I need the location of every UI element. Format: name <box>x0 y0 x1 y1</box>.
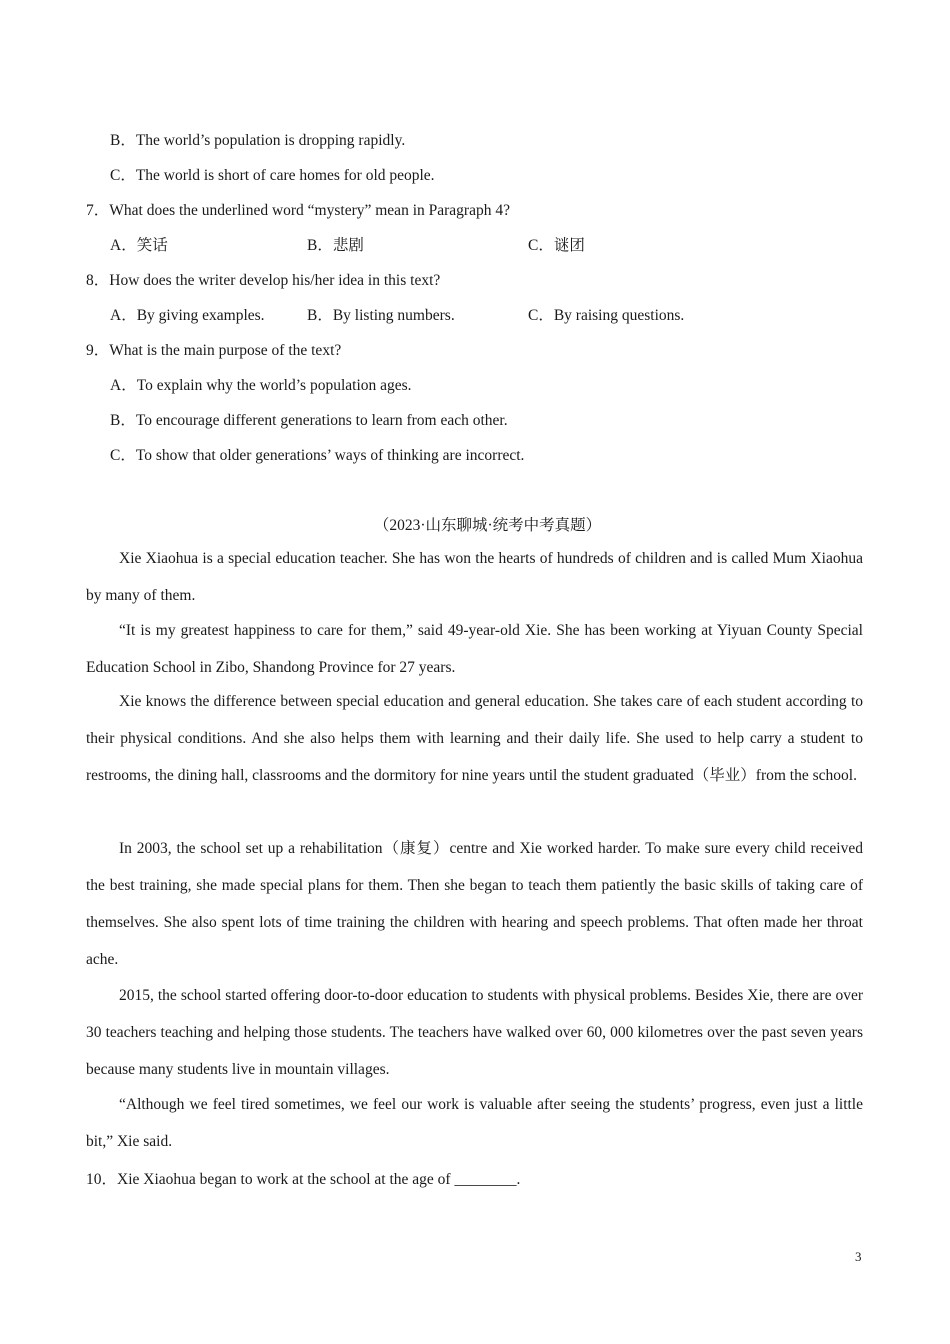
source-citation: （2023·山东聊城·统考中考真题） <box>373 517 602 534</box>
question-7-stem: 7．What does the underlined word “mystery” mean in Paragraph 4? <box>86 202 510 219</box>
question-7-option-c: C．谜团 <box>528 237 585 254</box>
question-8-stem: 8．How does the writer develop his/her idea in this text? <box>86 272 441 289</box>
question-7-option-b: B．悲剧 <box>307 237 364 254</box>
passage-paragraph: In 2003, the school set up a rehabilitation（康复）centre and Xie worked harder. To make sure every child received the best training, she made special plans for them. Then she began to teach them patiently the basic skills of taking care of themselves. She also spent lots of time training the children with hearing and speech problems. That often made her throat ache. <box>86 840 863 968</box>
question-6-option-b: B．The world’s population is dropping rapidly. <box>110 132 406 149</box>
question-6-option-c: C．The world is short of care homes for old people. <box>110 167 435 184</box>
question-9-option-a: A．To explain why the world’s population ages. <box>110 377 412 394</box>
page-number: 3 <box>855 1249 862 1264</box>
passage-paragraph: “It is my greatest happiness to care for them,” said 49-year-old Xie. She has been working at Yiyuan County Special Education School in Zibo, Shandong Province for 27 years. <box>86 622 863 676</box>
question-7-option-a: A．笑话 <box>110 237 168 254</box>
question-10-stem: 10．Xie Xiaohua began to work at the school at the age of ________. <box>86 1171 521 1188</box>
question-8-option-a: A．By giving examples. <box>110 307 265 324</box>
question-9-stem: 9．What is the main purpose of the text? <box>86 342 342 359</box>
question-9-option-c: C．To show that older generations’ ways of thinking are incorrect. <box>110 447 525 464</box>
passage-paragraph: “Although we feel tired sometimes, we feel our work is valuable after seeing the students’ progress, even just a little bit,” Xie said. <box>86 1096 863 1150</box>
question-9-option-b: B．To encourage different generations to learn from each other. <box>110 412 508 429</box>
passage-paragraph: Xie knows the difference between special education and general education. She takes care of each student according to their physical conditions. And she also helps them with learning and their daily life. She used to help carry a student to restrooms, the dining hall, classrooms and the dormitory for nine years until the student graduated（毕业）from the school. <box>86 693 863 784</box>
question-8-option-b: B．By listing numbers. <box>307 307 455 324</box>
question-8-option-c: C．By raising questions. <box>528 307 685 324</box>
passage-paragraph: 2015, the school started offering door-to-door education to students with physical problems. Besides Xie, there are over 30 teachers teaching and helping those students. The teachers have walked over 60, 000 kilometres over the past seven years because many students live in mountain villages. <box>86 987 863 1078</box>
passage-paragraph: Xie Xiaohua is a special education teacher. She has won the hearts of hundreds of children and is called Mum Xiaohua by many of them. <box>86 550 863 604</box>
